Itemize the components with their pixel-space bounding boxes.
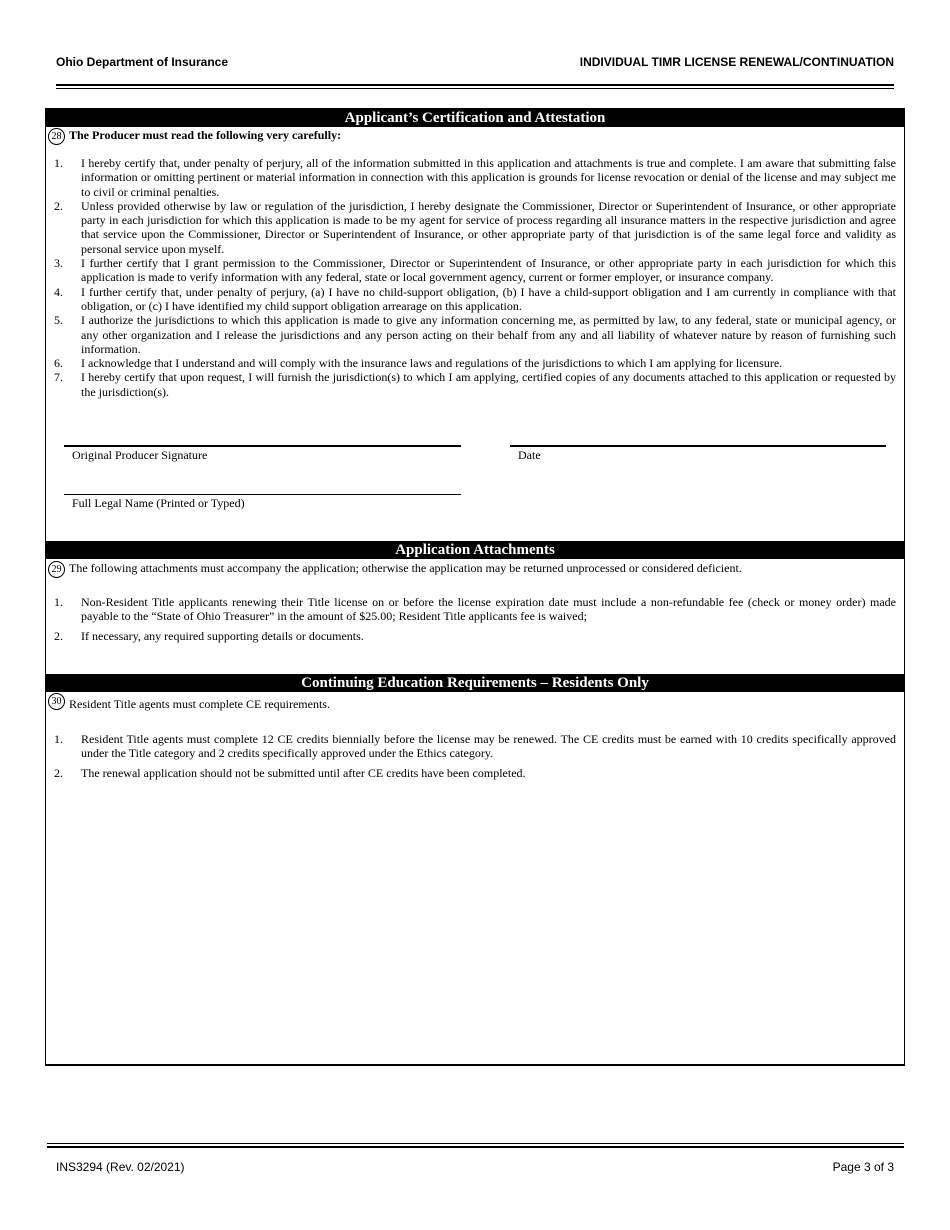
footer-rule-thin [47,1143,904,1144]
item-text: I hereby certify that, under penalty of perjury, all of the information submitted in this application and attachments is true and complete. I am aware that submitting false information or omitting pertinent or material information in connection with this application is grounds for license revocation or denial of the license and may subject me to civil or criminal penalties. [81,156,896,199]
item-text: The renewal application should not be submitted until after CE credits have been completed. [81,765,526,780]
agency-name: Ohio Department of Insurance [56,55,229,69]
ce-list [46,732,896,785]
full-name-line[interactable] [64,494,461,495]
list-item [46,313,896,356]
list-item [46,595,896,624]
item-number: 2. [54,198,63,213]
list-item [46,199,896,256]
item-text: Non-Resident Title applicants renewing their Title license on or before the license expiration date must include a non-refundable fee (check or money order) made payable to the “State of Ohio Treasurer” in the amount of $25.00; Resident Title applicants fee is waived; [81,595,896,624]
ce-section-title: Continuing Education Requirements – Residents Only [46,674,904,692]
list-item [46,629,896,643]
form-title: INDIVIDUAL TIMR LICENSE RENEWAL/CONTINUATION [579,55,894,69]
question-number-badge: 30 [48,693,65,710]
item-text: Resident Title agents must complete 12 CE credits biennially before the license may be renewed. The CE credits must be earned with 10 credits specifically approved under the Title category and 2 credits specifically approved under the Ethics category. [81,732,896,761]
list-item [46,356,896,370]
item-number: 1. [54,732,63,746]
item-text: I authorize the jurisdictions to which this application is made to give any information concerning me, as permitted by law, to any federal, state or municipal agency, or any other organization and I release the jurisdictions and any person acting on their behalf from any and all liability of whatever nature by reason of furnishing such information. [81,313,896,356]
list-item [46,370,896,399]
question-text: Resident Title agents must complete CE requirements. [69,697,330,711]
date-label: Date [518,448,541,462]
item-number: 2. [54,628,63,643]
list-item [46,766,896,780]
item-text: I hereby certify that upon request, I will furnish the jurisdiction(s) to which I am applying, certified copies of any documents attached to this application or requested by the jurisdiction(s). [81,370,896,399]
header-rule [56,84,894,86]
list-item [46,256,896,285]
item-number: 5. [54,313,63,328]
item-number: 2. [54,765,63,780]
item-number: 1. [54,156,63,170]
item-number: 1. [54,595,63,609]
attachments-list [46,595,896,648]
question-text: The Producer must read the following very carefully: [69,128,342,142]
form-frame [45,108,905,1066]
question-number-badge: 29 [48,561,65,578]
certification-list [46,156,896,399]
question-number-badge: 28 [48,128,65,145]
item-text: I acknowledge that I understand and will comply with the insurance laws and regulations of the jurisdictions to which I am applying for licensure. [81,356,783,371]
item-number: 3. [54,256,63,271]
item-text: Unless provided otherwise by law or regulation of the jurisdiction, I hereby designate the Commissioner, Director or Superintendent of Insurance, or other appropriate party in each jurisdiction for which this application is made to be my agent for service of process regarding all insurance matters in the respective jurisdiction and agree that service upon the Commissioner, Director or Superintendent of Insurance, or other appropriate party of that jurisdiction is of the same legal force and validity as personal service upon myself. [81,198,896,256]
question-text: The following attachments must accompany the application; otherwise the application may be returned unprocessed or considered deficient. [69,561,742,575]
attachments-section-title: Application Attachments [46,541,904,559]
full-name-label: Full Legal Name (Printed or Typed) [72,496,245,510]
item-text: I further certify that I grant permission to the Commissioner, Director or Superintendent of Insurance, or other appropriate party in each jurisdiction for which this application is made to verify information with any federal, state or local government agency, current or former employer, or insurance company. [81,256,896,285]
signature-line[interactable] [64,445,461,447]
header-rule-thin [56,88,894,89]
item-text: If necessary, any required supporting details or documents. [81,628,364,643]
footer-rule [47,1146,904,1148]
date-line[interactable] [510,445,886,447]
list-item [46,156,896,199]
item-number: 6. [54,356,63,371]
list-item [46,285,896,314]
form-number: INS3294 (Rev. 02/2021) [56,1160,185,1174]
list-item [46,732,896,761]
certification-section-title: Applicant’s Certification and Attestation [46,109,904,127]
item-number: 4. [54,284,63,299]
item-number: 7. [54,370,63,385]
item-text: I further certify that, under penalty of perjury, (a) I have no child-support obligation, (b) I have a child-support obligation and I am currently in compliance with that obligation, or (c) I have identified my child support obligation arrearage on this application. [81,284,896,313]
signature-label: Original Producer Signature [72,448,208,462]
page-number: Page 3 of 3 [832,1160,894,1174]
